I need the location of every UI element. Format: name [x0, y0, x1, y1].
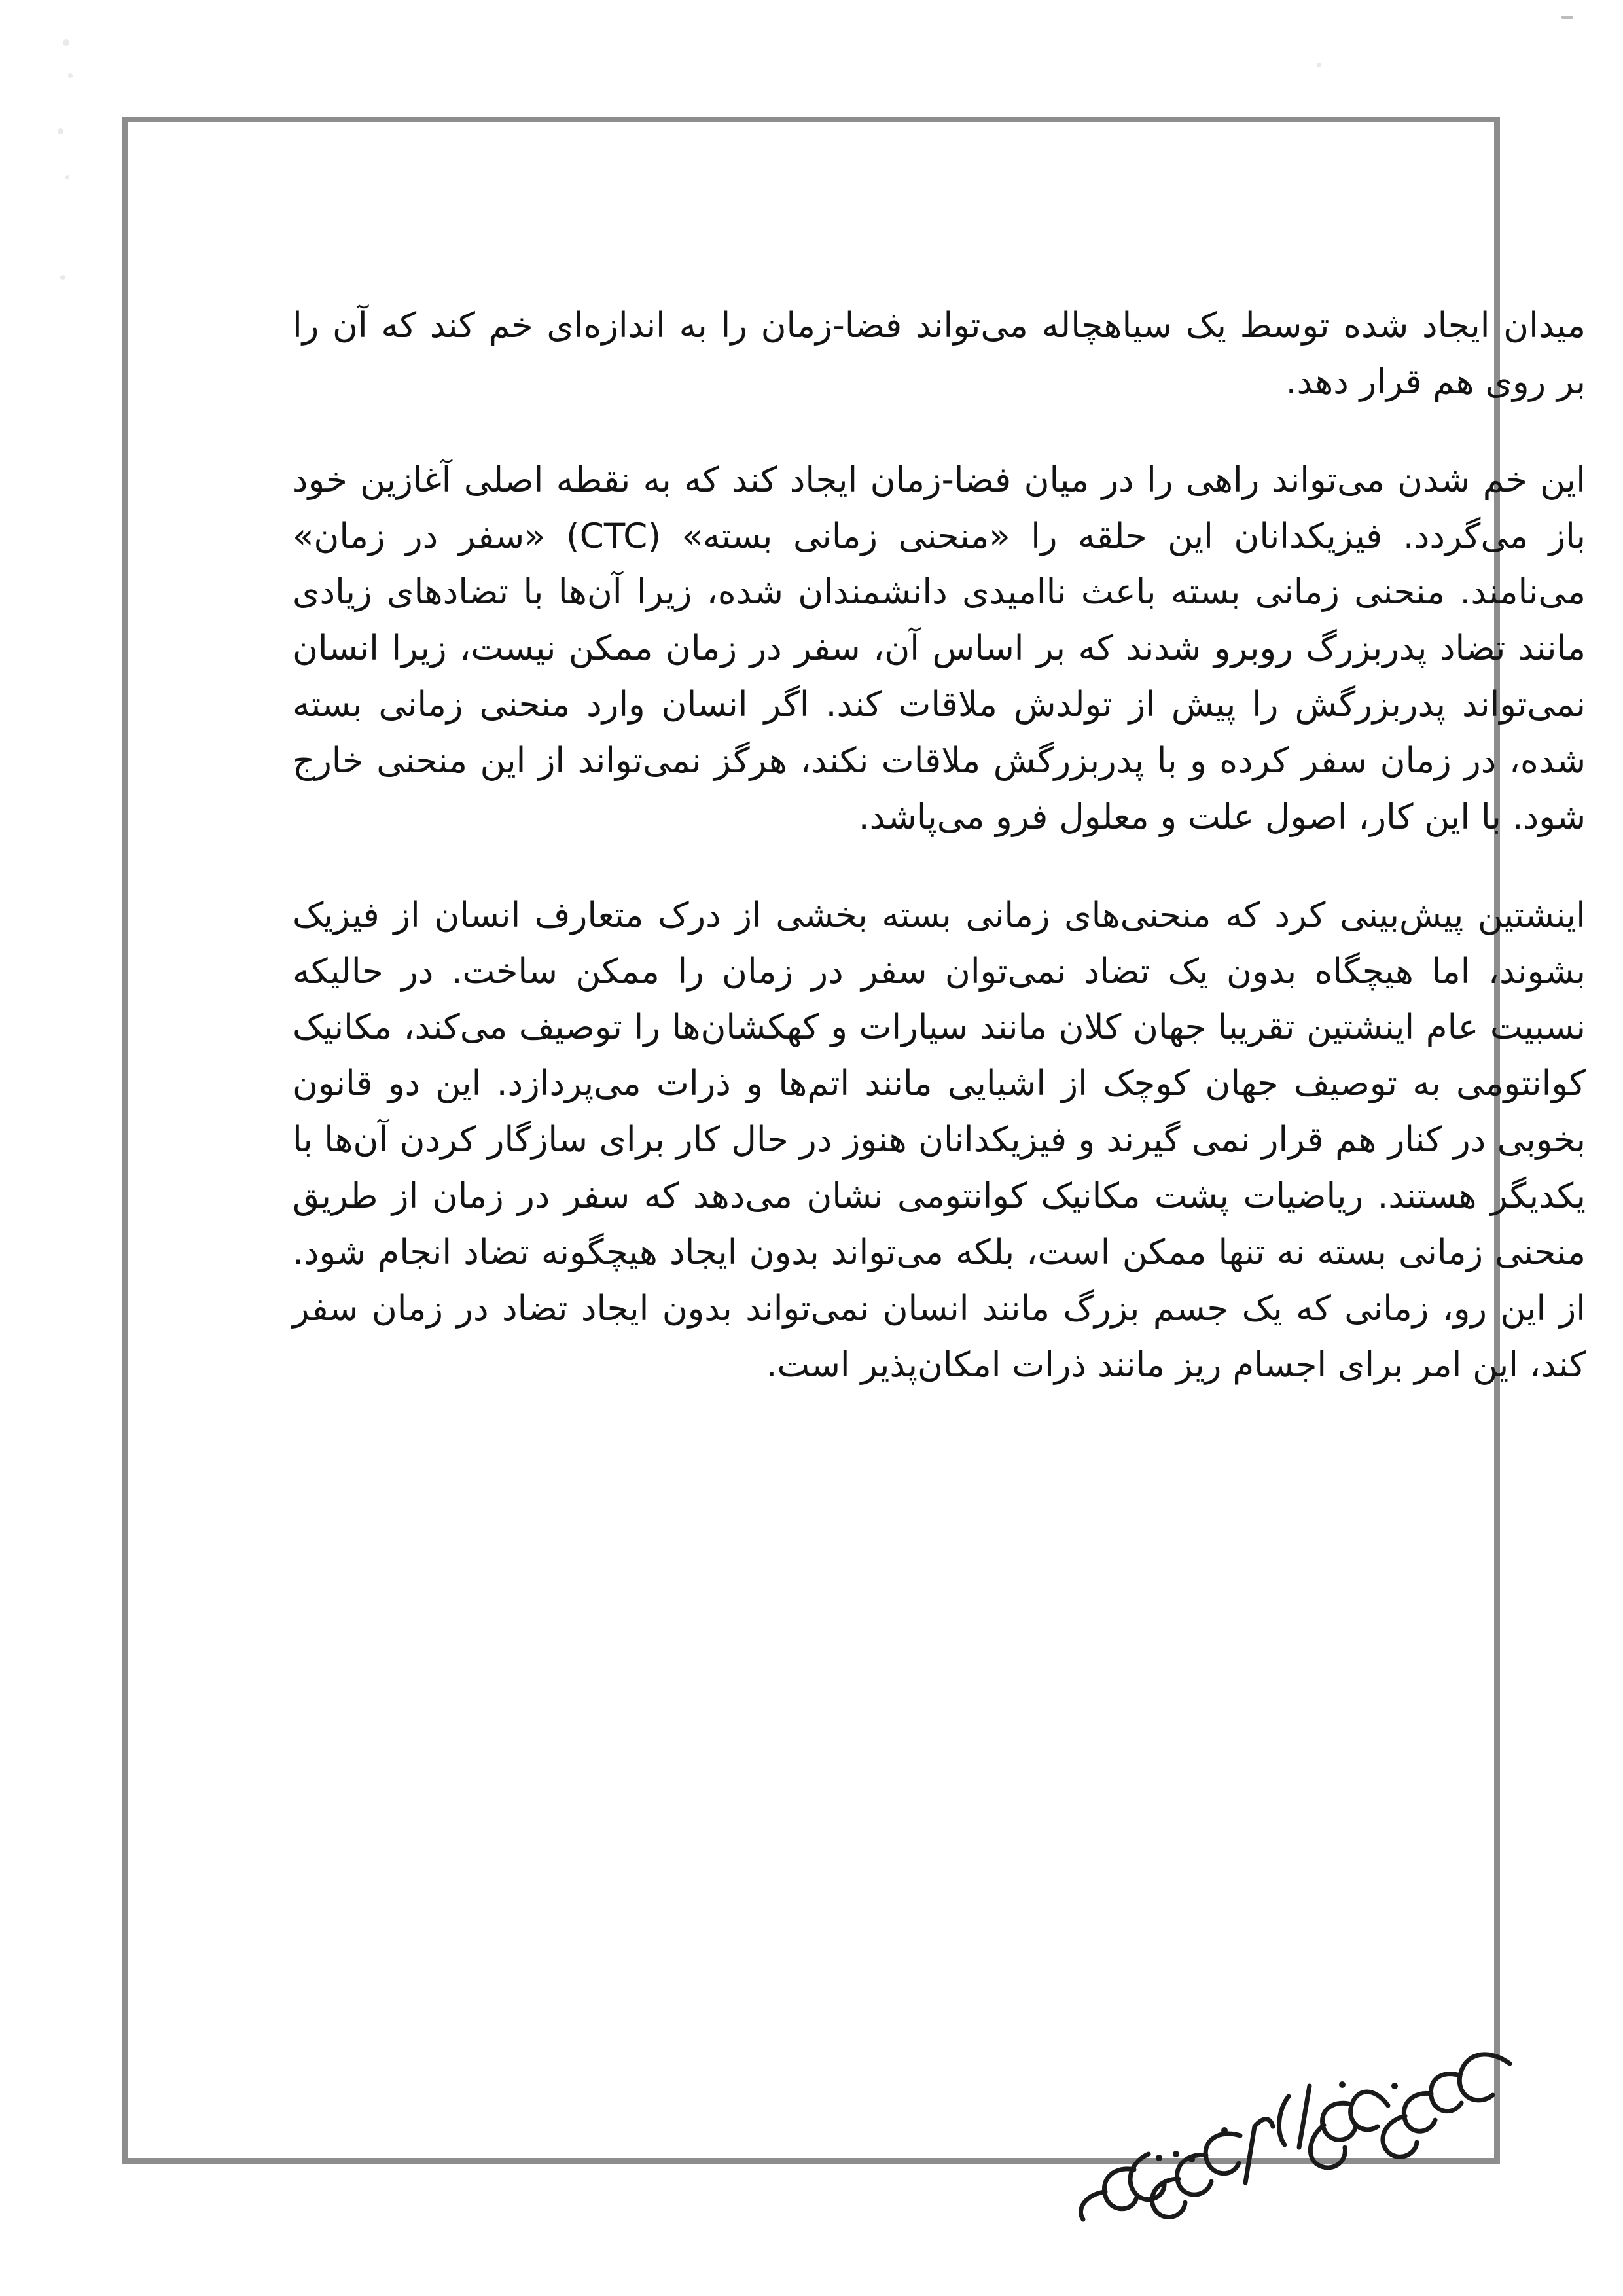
page-frame	[122, 117, 1586, 2164]
document-body	[293, 298, 1586, 2235]
scan-artifact-speck	[1317, 63, 1321, 67]
scan-artifact-speck	[65, 175, 69, 179]
scan-artifact-speck	[63, 39, 69, 46]
scan-artifact-speck	[58, 128, 63, 134]
paragraph: میدان ایجاد شده توسط یک سیاهچاله می‌تواند فضا‌-زمان را به اندازه‌ای خم کند که آن را بر روی هم قرار دهد.	[293, 306, 1586, 402]
paragraph: این خم شدن می‌تواند راهی را در میان فضا‌-زمان ایجاد کند که به نقطه اصلی آغازین خود باز می‌گردد. فیزیکدانان این حلقه را «منحنی زمانی بسته» (CTC) «سفر در زمان» می‌نامند. منحنی زمانی بسته باعث ناامیدی دانشمندان شده، زیرا آن‌ها با تضاد‌های زیادی مانند تضاد پدربزرگ روبرو شدند که بر اساس آن، سفر در زمان ممکن نیست، زیرا انسان نمی‌تواند پدربزرگش را پیش از تولدش ملاقات کند. اگر انسان وارد منحنی زمانی بسته شده، در زمان سفر کرده و با پدربزرگش ملاقات نکند، هرگز نمی‌تواند از این منحنی خارج شود. با این کار، اصول علت و معلول فرو می‌پاشد.	[293, 459, 1586, 837]
scan-artifact-mark	[1561, 16, 1573, 19]
scan-artifact-speck	[60, 275, 65, 280]
paragraph: اینشتین پیش‌بینی کرد که منحنی‌های زمانی بسته بخشی از درک متعارف انسان از فیزیک بشوند، اما هیچگاه بدون یک تضاد نمی‌توان سفر در زمان را ممکن ساخت. در حالیکه نسبیت عام اینشتین تقریبا جهان کلان مانند سیارات و کهکشان‌ها را توصیف می‌کند، مکانیک کوانتومی به توصیف جهان کوچک از اشیایی مانند اتم‌ها و ذرات می‌پردازد. این دو قانون بخوبی در کنار هم قرار نمی گیرند و فیزیکدانان هنوز در حال کار برای سازگار کردن آن‌ها با یکدیگر هستند. ریاضیات پشت مکانیک کوانتومی نشان می‌دهد که سفر در زمان از طریق منحنی زمانی بسته نه تنها ممکن است، بلکه می‌تواند بدون ایجاد هیچگونه تضاد انجام شود. از این رو، زمانی که یک جسم بزرگ مانند انسان نمی‌تواند بدون ایجاد تضاد در زمان سفر کند، این امر برای اجسام ریز مانند ذرات امکان‌پذیر است.	[293, 895, 1586, 1385]
scan-artifact-speck	[68, 73, 73, 78]
